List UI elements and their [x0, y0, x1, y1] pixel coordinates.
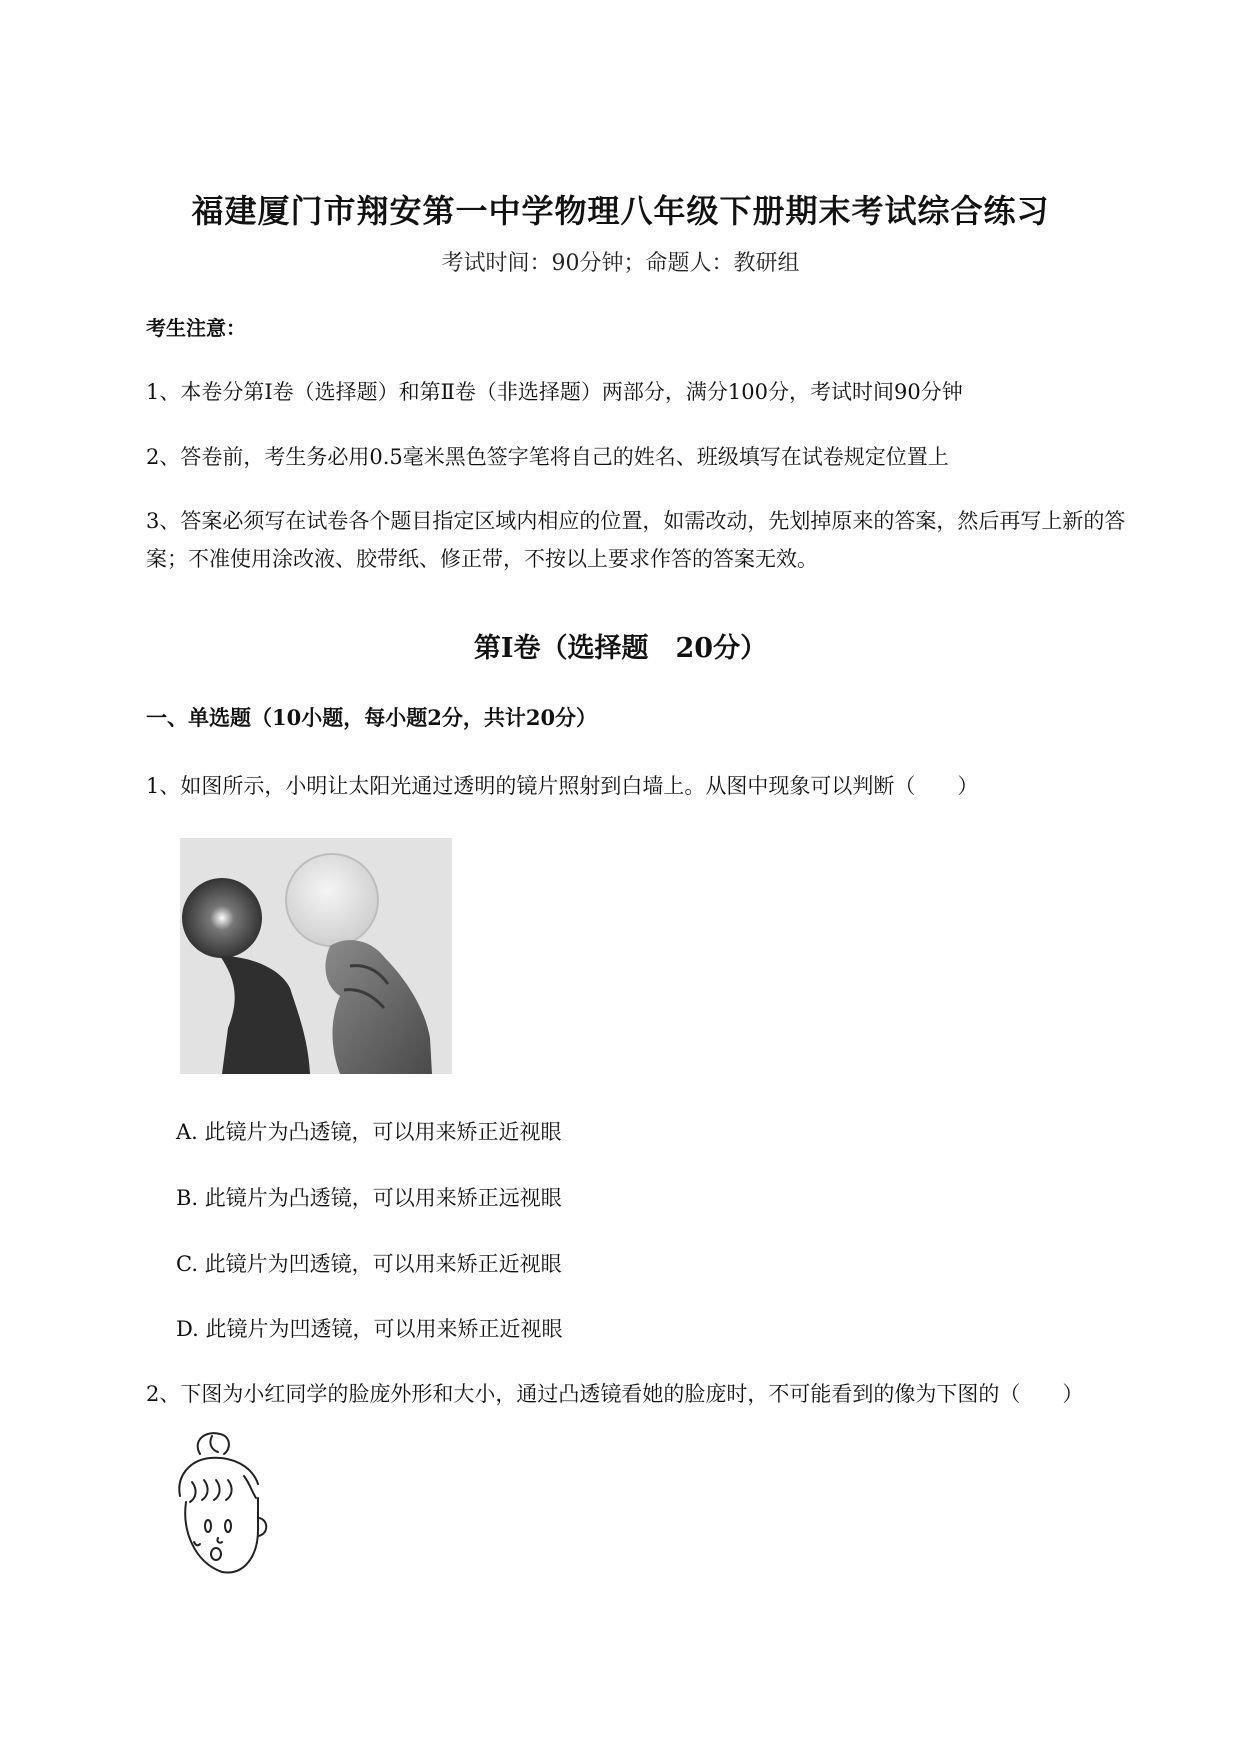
question-1-option-a: A. 此镜片为凸透镜，可以用来矫正近视眼	[176, 1120, 562, 1144]
girl-face-figure	[172, 1426, 278, 1582]
notice-item-1: 1、本卷分第Ⅰ卷（选择题）和第Ⅱ卷（非选择题）两部分，满分100分，考试时间90分钟	[146, 380, 963, 404]
lens-photo-illustration	[180, 838, 452, 1074]
exam-subtitle: 考试时间：90分钟；命题人：教研组	[441, 251, 800, 276]
question-1-option-c: C. 此镜片为凹透镜，可以用来矫正近视眼	[176, 1252, 562, 1276]
notice-item-3: 3、答案必须写在试卷各个题目指定区域内相应的位置，如需改动，先划掉原来的答案，然后再写上新的答案；不准使用涂改液、胶带纸、修正带，不按以上要求作答的答案无效。	[146, 509, 1126, 571]
section-title: 第Ⅰ卷（选择题 20分）	[473, 633, 768, 664]
exam-title: 福建厦门市翔安第一中学物理八年级下册期末考试综合练习	[191, 192, 1050, 230]
notice-heading: 考生注意：	[146, 316, 246, 340]
part-title: 一、单选题（10小题，每小题2分，共计20分）	[146, 705, 598, 730]
question-2-stem: 2、下图为小红同学的脸庞外形和大小，通过凸透镜看她的脸庞时，不可能看到的像为下图的（ ）	[146, 1382, 1084, 1406]
question-1-stem: 1、如图所示，小明让太阳光通过透明的镜片照射到白墙上。从图中现象可以判断（ ）	[146, 774, 979, 798]
girl-face-drawing	[172, 1426, 278, 1582]
lens-photo-figure	[180, 838, 452, 1074]
question-1-option-b: B. 此镜片为凸透镜，可以用来矫正远视眼	[176, 1186, 562, 1210]
notice-item-2: 2、答卷前，考生务必用0.5毫米黑色签字笔将自己的姓名、班级填写在试卷规定位置上	[146, 445, 949, 469]
question-1-option-d: D. 此镜片为凹透镜，可以用来矫正近视眼	[176, 1317, 563, 1341]
